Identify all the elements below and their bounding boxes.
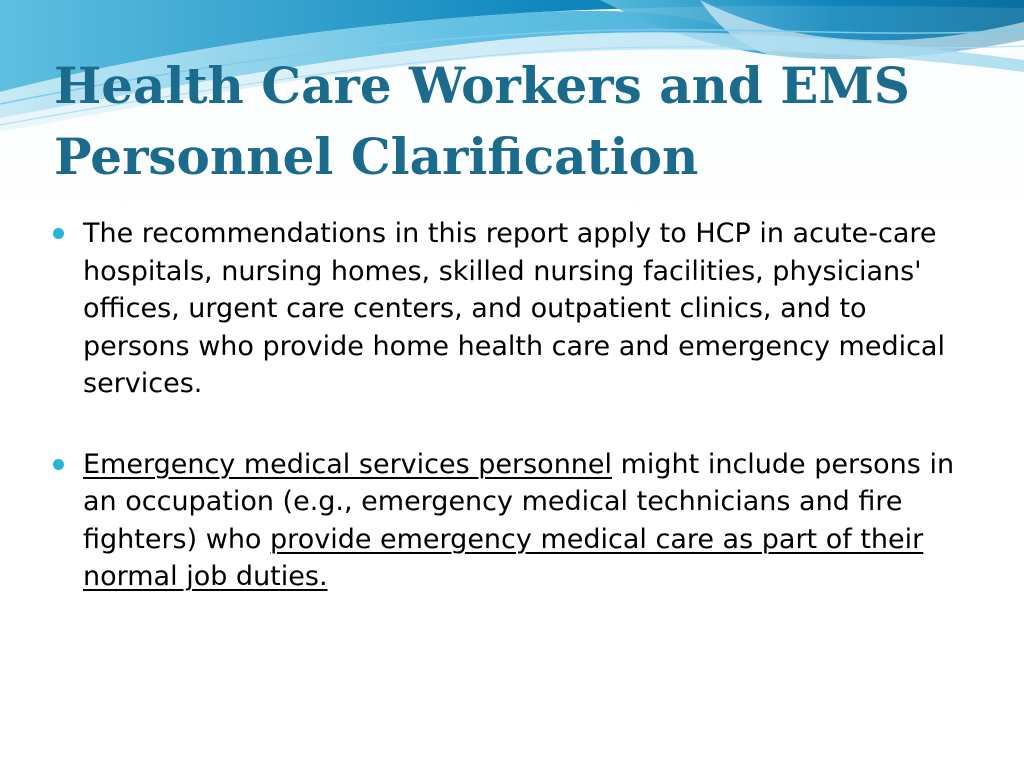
bullet-item-2 — [50, 446, 980, 596]
bullet-dot-icon — [53, 228, 64, 239]
bullet-text-1: The recommendations in this report apply to HCP in acute-care hospitals, nursing homes, skilled nursing facilities, physicians' offices, urgent care centers, and outpatient clinics, and to persons who provide home health care and emergency medical services. — [83, 218, 945, 399]
slide-title-line-1: Health Care Workers and EMS — [54, 56, 910, 115]
bullet-list — [50, 215, 980, 639]
bullet-dot-icon — [53, 459, 64, 470]
slide-title — [54, 50, 994, 192]
slide-title-line-2: Personnel Clarification — [54, 127, 699, 186]
bullet-text-2-underlined-term: Emergency medical services personnel — [83, 448, 613, 480]
bullet-item-1 — [50, 215, 980, 403]
bullet-text-2-underlined-phrase: provide emergency medical care as part of their normal job duties. — [83, 523, 924, 592]
bullet-text-2-body: might include persons in an occupation (e.g., emergency medical technicians and fire fighters) who — [83, 448, 955, 555]
